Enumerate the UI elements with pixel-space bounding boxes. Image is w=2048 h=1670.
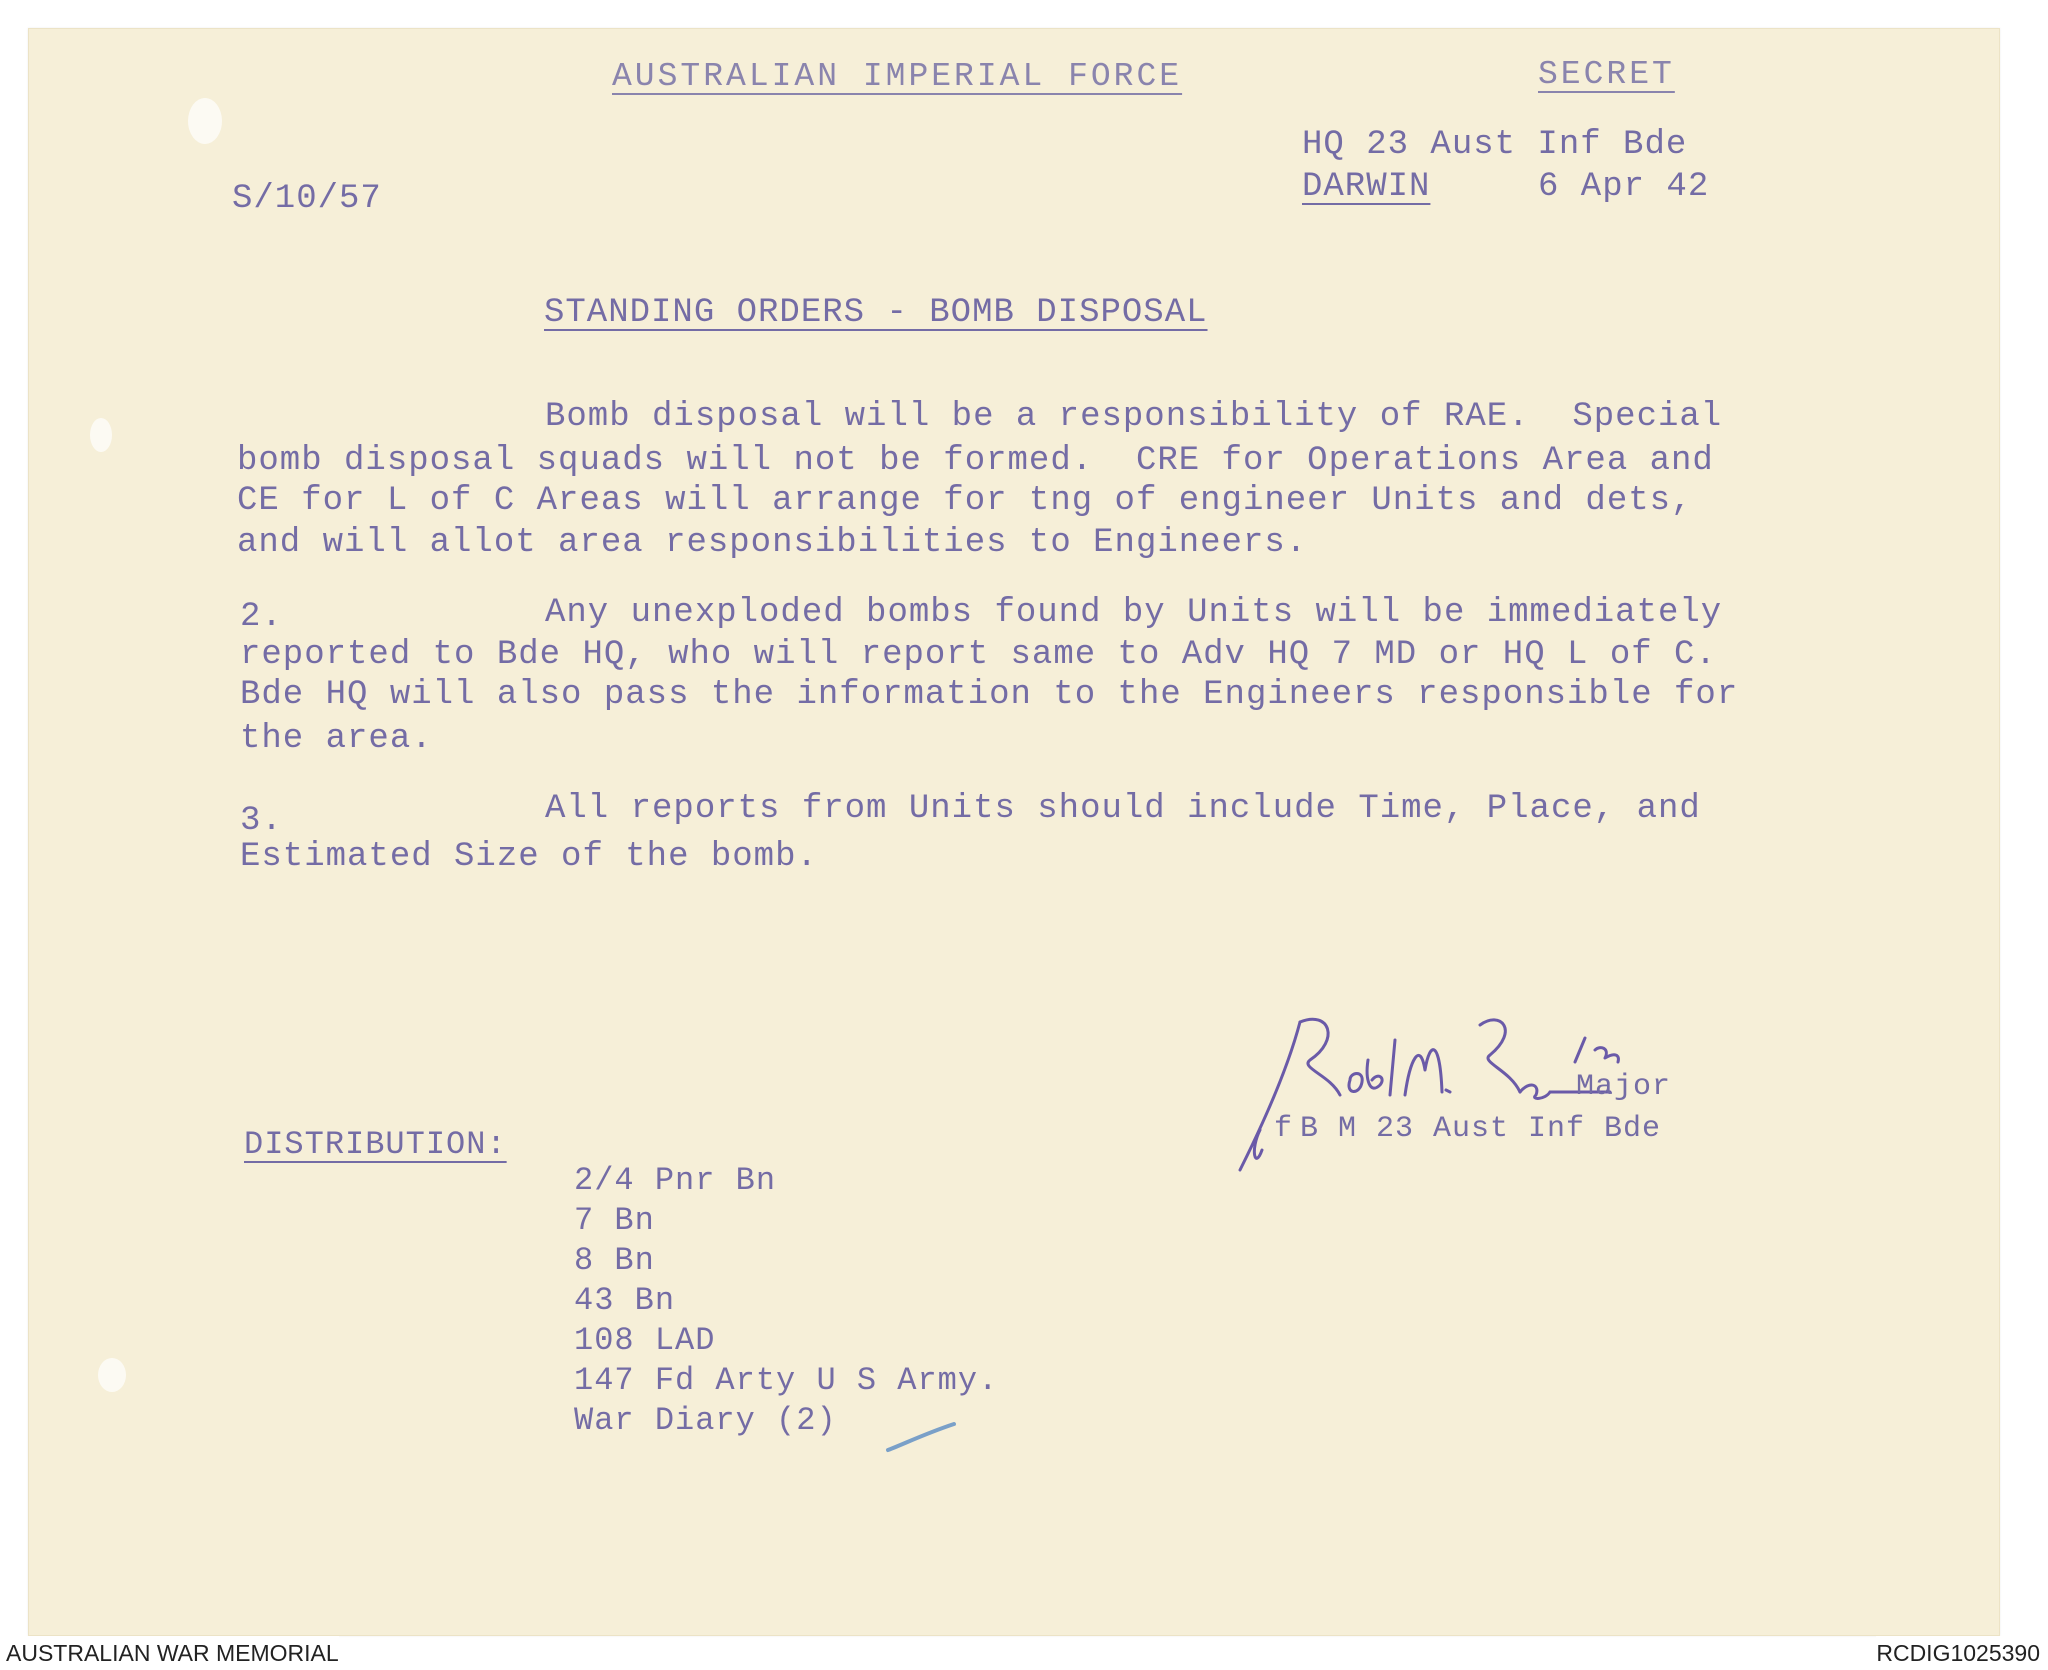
paragraph-3-line-2: Estimated Size of the bomb. [240, 838, 818, 876]
organisation-heading: AUSTRALIAN IMPERIAL FORCE [612, 58, 1183, 95]
paper-blemish [188, 98, 222, 144]
paragraph-2-line-2: reported to Bde HQ, who will report same to Adv HQ 7 MD or HQ L of C. [240, 636, 1717, 674]
file-reference: S/10/57 [232, 180, 382, 218]
signatory-appointment: B M 23 Aust Inf Bde [1300, 1112, 1662, 1146]
paragraph-1-line-1: Bomb disposal will be a responsibility of RAE. Special [545, 398, 1723, 436]
distribution-item: 108 LAD [574, 1322, 716, 1359]
signatory-rank: Major [1576, 1070, 1672, 1104]
paragraph-3-number: 3. [240, 802, 283, 840]
place: DARWIN [1302, 168, 1431, 206]
tick-mark [884, 1420, 964, 1460]
footer-image-id: RCDIG1025390 [1876, 1636, 2040, 1670]
distribution-item: 43 Bn [574, 1282, 676, 1319]
distribution-item: 8 Bn [574, 1242, 655, 1279]
document-page [28, 28, 2000, 1636]
document-title: STANDING ORDERS - BOMB DISPOSAL [544, 294, 1208, 332]
paragraph-2-line-1: Any unexploded bombs found by Units will be immediately [545, 594, 1723, 632]
paragraph-2-number: 2. [240, 598, 283, 636]
paragraph-3-line-1: All reports from Units should include Time, Place, and [545, 790, 1701, 828]
distribution-label: DISTRIBUTION: [244, 1126, 507, 1163]
distribution-item: 2/4 Pnr Bn [574, 1162, 777, 1199]
unit-heading: HQ 23 Aust Inf Bde [1302, 126, 1688, 164]
paragraph-1-line-2: bomb disposal squads will not be formed. CRE for Operations Area and [237, 442, 1714, 480]
footer-credit: AUSTRALIAN WAR MEMORIAL [6, 1636, 339, 1670]
paper-blemish [98, 1358, 126, 1392]
distribution-item: War Diary (2) [574, 1402, 837, 1439]
classification-marking: SECRET [1538, 56, 1675, 93]
date: 6 Apr 42 [1538, 168, 1710, 206]
paper-blemish [90, 418, 112, 452]
distribution-item: 7 Bn [574, 1202, 655, 1239]
paragraph-2-line-4: the area. [240, 720, 433, 758]
paragraph-1-line-4: and will allot area responsibilities to Engineers. [237, 524, 1308, 562]
per-initial: f [1274, 1112, 1294, 1146]
distribution-item: 147 Fd Arty U S Army. [574, 1362, 999, 1399]
paragraph-1-line-3: CE for L of C Areas will arrange for tng of engineer Units and dets, [237, 482, 1693, 520]
paragraph-2-line-3: Bde HQ will also pass the information to the Engineers responsible for [240, 676, 1739, 714]
